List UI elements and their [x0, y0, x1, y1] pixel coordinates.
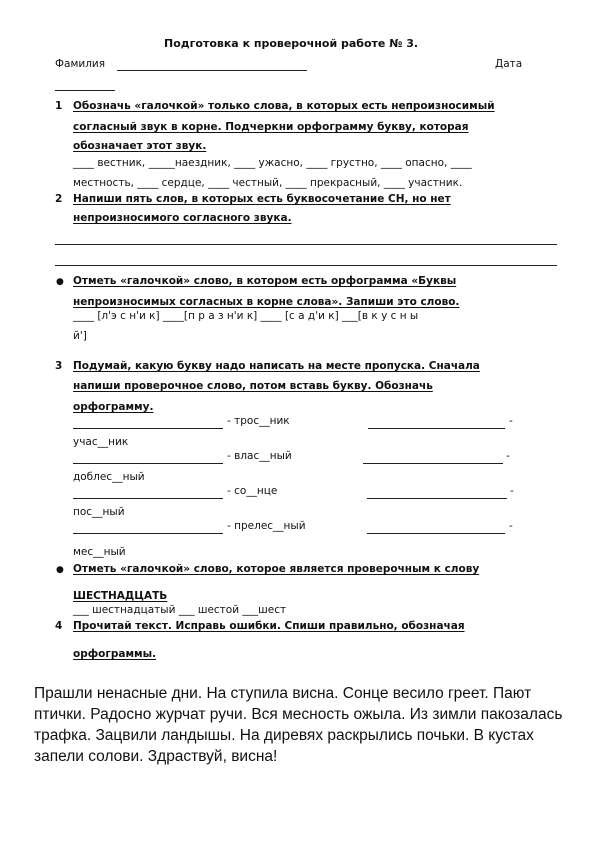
bullet2-instruction-line1: Отметь «галочкой» слово, которое является проверочным к слову	[73, 563, 480, 575]
bullet1-options-row1[interactable]: ____ [л'э с н'и к] ____[п р а з н'и к] ____ [с а д'и к] ___[в к у с н ы	[73, 310, 419, 322]
task3-word: - трос__ник	[227, 415, 290, 427]
bullet-1-marker: ●	[56, 277, 64, 287]
bullet2-options-row[interactable]: ___ шестнадцатый ___ шестой ___шест	[73, 604, 287, 616]
task3-dash: -	[506, 450, 510, 462]
page-title: Подготовка к проверочной работе № 3.	[164, 37, 419, 50]
task3-number: 3	[55, 360, 63, 372]
task3-word: учас__ник	[73, 436, 129, 448]
task3-answer-blank[interactable]	[73, 533, 223, 534]
bullet1-options-row2: й']	[73, 330, 87, 342]
surname-label: Фамилия	[55, 58, 106, 70]
task1-instruction-line1: Обозначь «галочкой» только слова, в которых есть непроизносимый	[73, 100, 495, 112]
bullet-2-marker: ●	[56, 565, 64, 575]
task3-instruction-line1: Подумай, какую букву надо написать на месте пропуска. Сначала	[73, 360, 480, 372]
task2-instruction-line1: Напиши пять слов, в которых есть буквосочетание СН, но нет	[73, 193, 451, 205]
task3-word: мес__ный	[73, 546, 126, 558]
task4-instruction-line1: Прочитай текст. Исправь ошибки. Спиши правильно, обозначая	[73, 620, 465, 632]
date-label: Дата	[495, 58, 523, 70]
task3-dash: -	[509, 415, 513, 427]
task2-answer-line-2[interactable]	[55, 265, 557, 266]
task1-instruction-line2: согласный звук в корне. Подчеркни орфограмму букву, которая	[73, 121, 469, 133]
task3-word: доблес__ный	[73, 471, 145, 483]
task3-word: - со__нце	[227, 485, 278, 497]
task1-number: 1	[55, 100, 63, 112]
task3-answer-blank[interactable]	[73, 463, 223, 464]
task3-dash: -	[509, 520, 513, 532]
task4-instruction-line2: орфограммы.	[73, 648, 157, 660]
task3-answer-blank[interactable]	[367, 533, 505, 534]
bullet1-instruction-line1: Отметь «галочкой» слово, в котором есть орфограмма «Буквы	[73, 275, 457, 287]
task3-instruction-line3: орфограмму.	[73, 401, 154, 413]
task3-answer-blank[interactable]	[73, 498, 223, 499]
task2-answer-line-1[interactable]	[55, 244, 557, 245]
task2-instruction-line2: непроизносимого согласного звука.	[73, 212, 292, 224]
task3-answer-blank[interactable]	[73, 428, 223, 429]
bullet1-instruction-line2: непроизносимых согласных в корне слова». Запиши это слово.	[73, 296, 460, 308]
task3-dash: -	[510, 485, 514, 497]
task3-word: - прелес__ный	[227, 520, 306, 532]
task3-answer-blank[interactable]	[367, 498, 507, 499]
task1-words-row2[interactable]: местность, ____ сердце, ____ честный, ____ прекрасный, ____ участник.	[73, 177, 463, 189]
task4-error-text: Прашли ненасные дни. На ступила висна. Сонце весило греет. Пают птички. Радосно журчат ручи. Вся месность ожыла. Из зимли пакозалась трафка. Зацвили ландышы. На диревях раскрылись почьки. В кустах запели солови. Здраствуй, висна!	[34, 685, 563, 765]
task2-number: 2	[55, 193, 63, 205]
surname-blank-line[interactable]	[117, 70, 307, 71]
task3-instruction-line2: напиши проверочное слово, потом вставь букву. Обозначь	[73, 380, 433, 392]
task3-word: - влас__ный	[227, 450, 292, 462]
date-blank-line[interactable]	[55, 90, 115, 91]
task1-instruction-line3: обозначает этот звук.	[73, 140, 207, 152]
task4-number: 4	[55, 620, 63, 632]
bullet2-instruction-line2: ШЕСТНАДЦАТЬ	[73, 590, 168, 602]
task3-answer-blank[interactable]	[368, 428, 505, 429]
task1-words-row1[interactable]: ____ вестник, _____наездник, ____ ужасно, ____ грустно, ____ опасно, ____	[73, 157, 472, 169]
task3-answer-blank[interactable]	[363, 463, 503, 464]
task3-word: пос__ный	[73, 506, 125, 518]
